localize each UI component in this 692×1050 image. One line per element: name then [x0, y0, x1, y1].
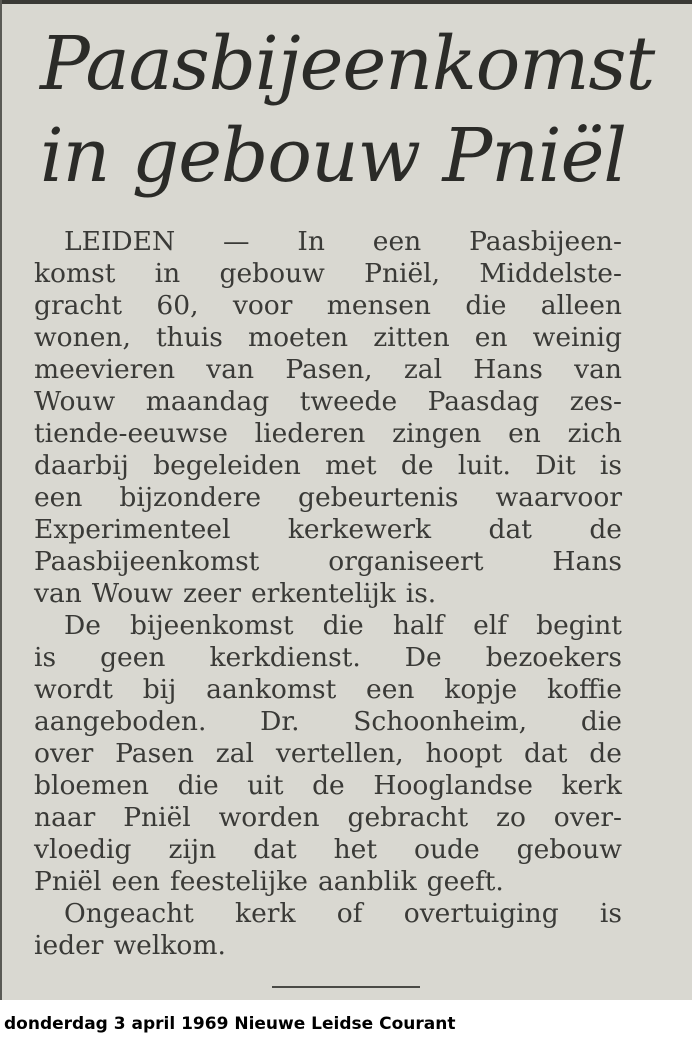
- body-word: in: [154, 258, 181, 289]
- body-word: elf: [473, 610, 508, 641]
- body-line: [34, 834, 622, 866]
- body-word: of: [336, 898, 363, 929]
- body-word: komst: [34, 258, 116, 289]
- body-word: koffie: [546, 674, 622, 705]
- body-word: feestelijke: [169, 866, 308, 897]
- body-word: moeten: [247, 322, 349, 353]
- body-word: tiende-eeuwse: [34, 418, 228, 449]
- body-word: Pniël: [123, 802, 191, 833]
- body-word: dat: [524, 738, 568, 769]
- body-word: organiseert: [328, 546, 484, 577]
- body-word: is: [599, 450, 622, 481]
- body-word: zingen: [392, 418, 482, 449]
- body-word: overtuiging: [403, 898, 559, 929]
- body-word: de: [312, 770, 345, 801]
- body-word: erkentelijk: [251, 578, 396, 609]
- body-word: die: [177, 770, 219, 801]
- body-word: van: [206, 354, 255, 385]
- body-word: over-: [553, 802, 622, 833]
- body-word: oude: [414, 834, 480, 865]
- body-word: de: [400, 450, 434, 481]
- body-word: Hans: [473, 354, 543, 385]
- body-word: aangeboden.: [34, 706, 207, 737]
- body-word: Dr.: [260, 706, 300, 737]
- body-word: zich: [567, 418, 622, 449]
- body-word: gebracht: [347, 802, 469, 833]
- body-word: geeft.: [426, 866, 504, 897]
- body-word: Paasdag: [427, 386, 540, 417]
- body-word: de: [589, 514, 622, 545]
- body-word: zitten: [373, 322, 450, 353]
- body-word: Ongeacht: [64, 898, 194, 929]
- body-line: [34, 546, 622, 578]
- body-word: begeleiden: [153, 450, 301, 481]
- body-word: waarvoor: [495, 482, 622, 513]
- body-word: Paasbijeenkomst: [34, 546, 260, 577]
- body-line: [34, 898, 622, 930]
- body-word: het: [333, 834, 378, 865]
- body-word: is: [34, 642, 57, 673]
- body-line: [34, 386, 622, 418]
- body-word: vloedig: [34, 834, 132, 865]
- body-word: half: [392, 610, 444, 641]
- article-body: [34, 226, 622, 962]
- body-word: maandag: [145, 386, 270, 417]
- body-word: daarbij: [34, 450, 129, 481]
- body-word: bij: [142, 674, 177, 705]
- body-word: worden: [218, 802, 320, 833]
- body-line: [34, 930, 622, 962]
- body-word: bezoekers: [485, 642, 622, 673]
- body-word: ieder: [34, 930, 104, 961]
- body-word: is.: [405, 578, 437, 609]
- body-line: [34, 418, 622, 450]
- body-word: van: [34, 578, 82, 609]
- body-word: van: [574, 354, 622, 385]
- clipping-left-edge: [0, 0, 2, 1000]
- body-word: een: [111, 866, 160, 897]
- body-word: een: [366, 674, 415, 705]
- body-word: zijn: [168, 834, 217, 865]
- body-word: kerkewerk: [287, 514, 432, 545]
- body-line: [34, 706, 622, 738]
- body-line: [34, 610, 622, 642]
- body-word: zo: [495, 802, 526, 833]
- body-word: wordt: [34, 674, 113, 705]
- body-word: Schoonheim,: [353, 706, 528, 737]
- body-word: die: [580, 706, 622, 737]
- body-word: een: [34, 482, 83, 513]
- body-word: uit: [247, 770, 284, 801]
- body-word: die: [465, 290, 507, 321]
- body-word: dat: [488, 514, 532, 545]
- body-word: In: [297, 226, 325, 257]
- body-word: geen: [100, 642, 166, 673]
- body-word: meevieren: [34, 354, 176, 385]
- body-word: begint: [536, 610, 622, 641]
- body-word: zal: [215, 738, 255, 769]
- body-word: welkom.: [113, 930, 226, 961]
- body-word: een: [372, 226, 422, 257]
- body-word: die: [322, 610, 364, 641]
- body-word: LEIDEN: [64, 226, 176, 257]
- body-word: gebeurtenis: [298, 482, 459, 513]
- top-rule: [0, 0, 692, 4]
- body-word: kerk: [561, 770, 622, 801]
- body-word: aankomst: [206, 674, 337, 705]
- body-line: [34, 450, 622, 482]
- body-word: weinig: [532, 322, 622, 353]
- body-word: alleen: [540, 290, 622, 321]
- body-word: kerkdienst.: [209, 642, 361, 673]
- body-word: hoopt: [425, 738, 503, 769]
- body-word: Experimenteel: [34, 514, 231, 545]
- body-word: gracht: [34, 290, 122, 321]
- body-word: bijzondere: [119, 482, 262, 513]
- body-word: Pniël: [34, 866, 102, 897]
- source-caption: donderdag 3 april 1969 Nieuwe Leidse Courant: [4, 1014, 456, 1034]
- body-word: vertellen,: [275, 738, 404, 769]
- body-line: [34, 290, 622, 322]
- body-word: aanblik: [317, 866, 417, 897]
- body-word: thuis: [155, 322, 223, 353]
- body-line: [34, 642, 622, 674]
- body-word: De: [64, 610, 101, 641]
- body-line: [34, 770, 622, 802]
- body-word: mensen: [326, 290, 431, 321]
- body-word: de: [589, 738, 622, 769]
- body-line: [34, 738, 622, 770]
- body-word: kerk: [235, 898, 296, 929]
- body-word: dat: [253, 834, 297, 865]
- body-word: Hooglandse: [373, 770, 533, 801]
- body-word: Dit: [535, 450, 576, 481]
- body-word: zes-: [569, 386, 622, 417]
- body-word: zeer: [183, 578, 241, 609]
- headline-line-1: Paasbijeenkomst: [40, 21, 655, 107]
- body-line: [34, 802, 622, 834]
- body-word: Paasbijeen-: [469, 226, 622, 257]
- body-word: luit.: [457, 450, 511, 481]
- body-word: zal: [403, 354, 443, 385]
- body-word: bijeenkomst: [130, 610, 294, 641]
- body-word: Pasen: [115, 738, 194, 769]
- body-word: gebouw: [219, 258, 325, 289]
- body-word: Hans: [552, 546, 622, 577]
- body-word: De: [404, 642, 442, 673]
- body-word: is: [599, 898, 622, 929]
- body-word: Wouw: [34, 386, 116, 417]
- body-word: wonen,: [34, 322, 131, 353]
- body-line: [34, 322, 622, 354]
- body-line: [34, 354, 622, 386]
- body-word: met: [325, 450, 377, 481]
- body-word: Middelste-: [479, 258, 622, 289]
- body-word: —: [223, 226, 250, 257]
- body-word: 60,: [156, 290, 199, 321]
- body-word: en: [508, 418, 541, 449]
- body-word: tweede: [299, 386, 398, 417]
- body-word: en: [474, 322, 508, 353]
- body-word: Pasen,: [285, 354, 373, 385]
- body-line: [34, 482, 622, 514]
- body-line: [34, 514, 622, 546]
- body-line: [34, 866, 622, 898]
- body-line: [34, 258, 622, 290]
- article-end-rule: [272, 986, 420, 988]
- body-word: Pniël,: [364, 258, 441, 289]
- body-line: [34, 226, 622, 258]
- body-word: naar: [34, 802, 96, 833]
- body-line: [34, 578, 622, 610]
- body-word: voor: [232, 290, 293, 321]
- body-word: kopje: [444, 674, 518, 705]
- body-line: [34, 674, 622, 706]
- body-word: Wouw: [91, 578, 173, 609]
- body-word: gebouw: [516, 834, 622, 865]
- article-headline: [40, 18, 680, 202]
- body-word: over: [34, 738, 94, 769]
- body-word: bloemen: [34, 770, 149, 801]
- body-word: liederen: [254, 418, 366, 449]
- headline-line-2: in gebouw Pniël: [40, 113, 627, 199]
